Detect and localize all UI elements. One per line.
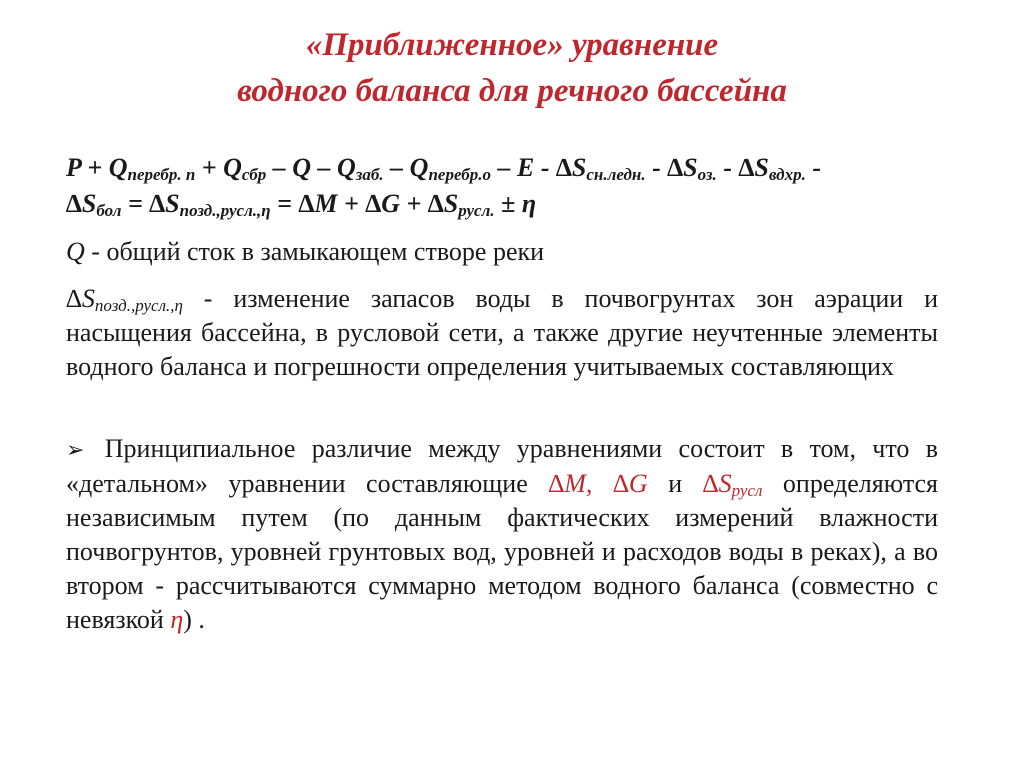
def-subscript: позд.,русл.,η [94, 296, 183, 315]
eq-subscript: бол [96, 201, 122, 220]
eq-operator: ± [494, 189, 522, 218]
eq-term: ∆G [365, 189, 401, 218]
eq-subscript: русл. [458, 201, 495, 220]
eq-operator: - [716, 153, 739, 182]
title-line-1: «Приближенное» уравнение [305, 27, 719, 63]
eq-operator: = [270, 189, 299, 218]
eq-term: ∆M [298, 189, 338, 218]
eq-term: ∆S [556, 153, 587, 182]
eq-term: η [521, 189, 537, 218]
highlight-term: ∆M, ∆G [548, 469, 648, 498]
eq-operator: – [266, 153, 293, 182]
eq-operator: - [805, 153, 821, 182]
eq-term: Q [292, 153, 311, 182]
eq-operator: + [400, 189, 428, 218]
principle-paragraph [66, 432, 938, 637]
eq-subscript: перебр. п [127, 165, 196, 184]
eq-operator: – [383, 153, 410, 182]
def-symbol: ∆S [66, 284, 95, 313]
eq-term: Q [223, 153, 242, 182]
eq-subscript: оз. [697, 165, 717, 184]
water-balance-equation [66, 150, 938, 222]
eq-term: Q [337, 153, 356, 182]
eq-operator: = [121, 189, 150, 218]
slide-title [0, 22, 1024, 114]
para-text: и [647, 469, 703, 498]
def-text: - общий сток в замыкающем створе реки [84, 237, 545, 266]
eq-term: P [66, 153, 81, 182]
para-text: определяются независимым путем (по данным фактических измерений влажности почвогрунтов, уровней грунтовых вод, уровней и расходов воды в реках), а во втором - рассчитываются суммарно методом водного баланса (совместно с невязкой [66, 469, 939, 634]
eq-operator: - [645, 153, 668, 182]
eq-term: E [517, 153, 535, 182]
eq-operator: + [337, 189, 366, 218]
eq-term: ∆S [149, 189, 180, 218]
highlight-term: η [170, 605, 184, 634]
definition-delta-s [66, 282, 938, 384]
eq-operator: + [80, 153, 109, 182]
para-text: Принципиальное различие между уравнениями состоит в том, что в «детальном» уравнении составляющие [66, 434, 938, 498]
eq-term: Q [409, 153, 429, 182]
eq-term: ∆S [427, 189, 459, 218]
highlight-subscript: русл [731, 481, 763, 500]
eq-term: ∆S [66, 189, 97, 218]
title-line-2: водного баланса для речного бассейна [237, 73, 787, 109]
eq-subscript: сн.ледн. [586, 165, 646, 184]
eq-operator: - [534, 153, 557, 182]
arrow-bullet-icon: ➢ [66, 437, 85, 462]
eq-subscript: позд.,русл.,η [179, 201, 271, 220]
eq-term: Q [108, 153, 128, 182]
eq-operator: – [491, 153, 517, 182]
para-text: ) . [183, 605, 205, 634]
eq-subscript: перебр.о [428, 165, 491, 184]
eq-operator: – [311, 153, 337, 182]
eq-term: ∆S [738, 153, 769, 182]
eq-subscript: заб. [355, 165, 384, 184]
definition-q [66, 235, 938, 269]
def-symbol: Q [66, 237, 85, 266]
highlight-term: ∆S [702, 469, 732, 498]
eq-subscript: вдхр. [768, 165, 806, 184]
eq-subscript: сбр [241, 165, 267, 184]
def-text: - изменение запасов воды в почвогрунтах зон аэрации и насыщения бассейна, в русловой сети, а также другие неучтенные элементы водного баланса и погрешности определения учитываемых составляющих [66, 284, 938, 381]
eq-operator: + [195, 153, 224, 182]
eq-term: ∆S [667, 153, 698, 182]
